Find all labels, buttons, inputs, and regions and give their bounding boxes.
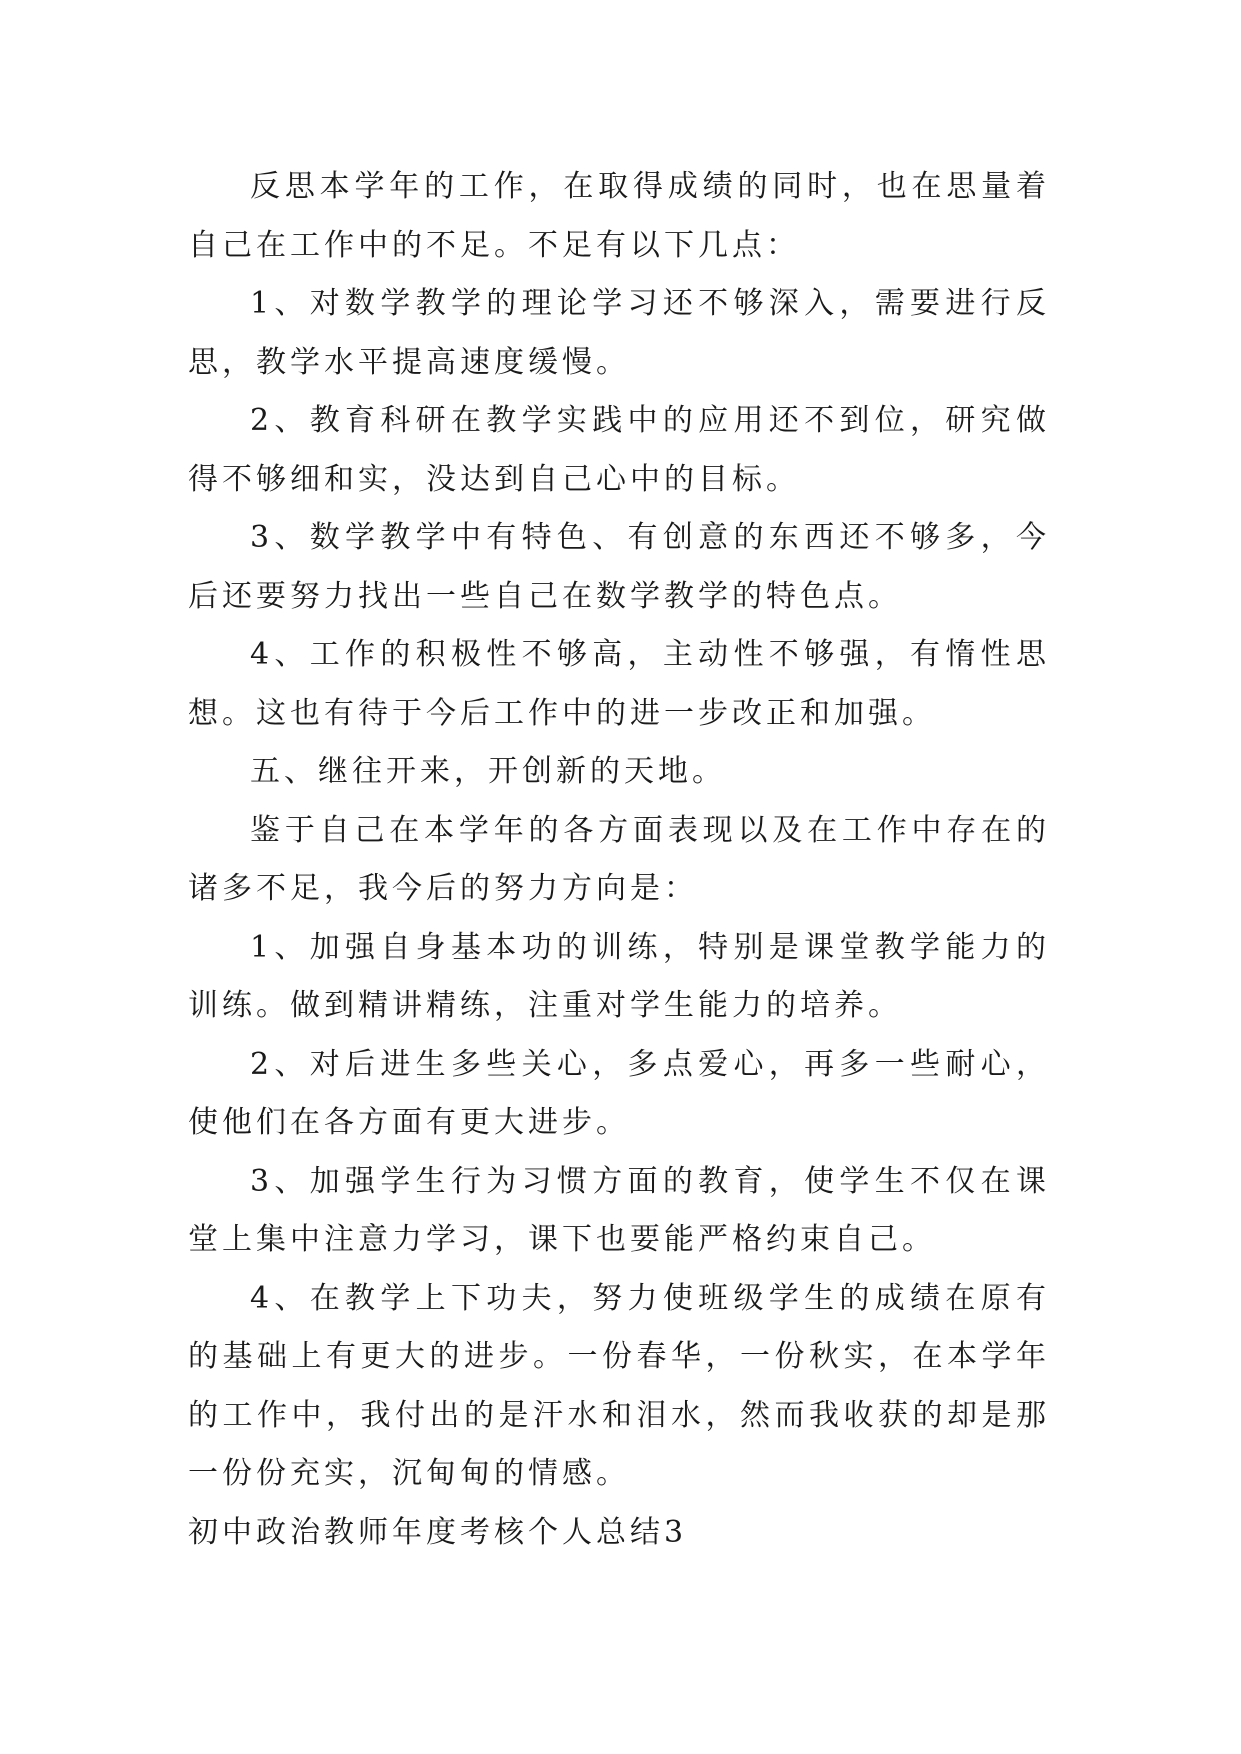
paragraph-shortcoming-1: 1、对数学教学的理论学习还不够深入，需要进行反思，教学水平提高速度缓慢。 [188,286,1050,380]
paragraph-shortcoming-2: 2、教育科研在教学实践中的应用还不到位，研究做得不够细和实，没达到自己心中的目标。 [188,403,1050,497]
paragraph-direction-4: 4、在教学上下功夫，努力使班级学生的成绩在原有的基础上有更大的进步。一份春华，一份秋实，在本学年的工作中，我付出的是汗水和泪水，然而我收获的却是那一份份充实，沉甸甸的情感。 [188,1280,1050,1491]
paragraph-shortcoming-3: 3、数学教学中有特色、有创意的东西还不够多，今后还要努力找出一些自己在数学教学的特色点。 [188,520,1050,614]
paragraph-reflection-intro: 反思本学年的工作，在取得成绩的同时，也在思量着自己在工作中的不足。不足有以下几点： [188,169,1050,263]
paragraph-shortcoming-4: 4、工作的积极性不够高，主动性不够强，有惰性思想。这也有待于今后工作中的进一步改正和加强。 [188,637,1050,731]
section-five-heading: 五、继往开来，开创新的天地。 [250,754,726,789]
paragraph-direction-3: 3、加强学生行为习惯方面的教育，使学生不仅在课堂上集中注意力学习，课下也要能严格约束自己。 [188,1163,1050,1257]
section-title: 初中政治教师年度考核个人总结3 [188,1514,688,1550]
paragraph-direction-intro: 鉴于自己在本学年的各方面表现以及在工作中存在的诸多不足，我今后的努力方向是： [188,812,1050,906]
paragraph-direction-1: 1、加强自身基本功的训练，特别是课堂教学能力的训练。做到精讲精练，注重对学生能力的培养。 [188,929,1050,1023]
document-body [188,158,1050,1562]
paragraph-direction-2: 2、对后进生多些关心，多点爱心，再多一些耐心，使他们在各方面有更大进步。 [188,1046,1050,1140]
